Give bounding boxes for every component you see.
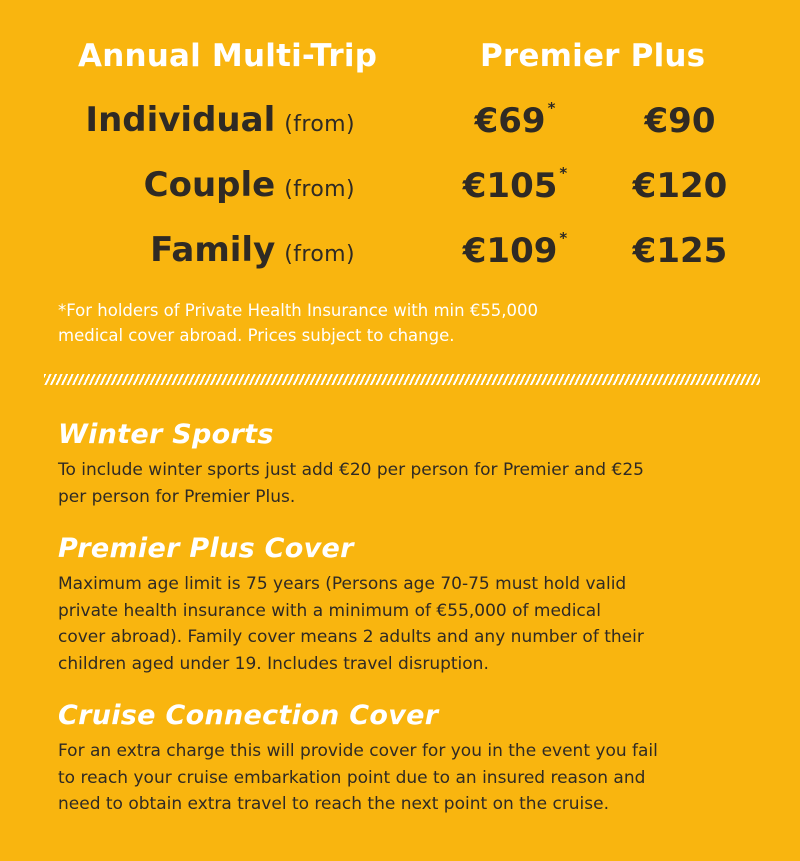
section-title-winter-sports: Winter Sports [58,419,274,450]
body-line: per person for Premier Plus. [58,486,296,507]
price-couple-premier [455,166,575,206]
row-label-couple [144,165,355,205]
price-individual-premier [455,101,575,141]
section-body-winter-sports [58,457,758,510]
price-family-premier [455,231,575,271]
asterisk-mark: * [559,164,568,182]
row-name: Individual [85,100,276,140]
header-annual-multi-trip: Annual Multi-Trip [78,38,378,74]
row-from: (from) [284,242,355,267]
price-family-premier-plus: €125 [632,231,728,271]
row-name: Family [150,230,276,270]
row-label-family [150,230,355,270]
price-individual-premier-plus: €90 [644,101,716,141]
body-line: private health insurance with a minimum of €55,000 of medical [58,600,601,621]
row-label-individual [85,100,355,140]
footnote-line: medical cover abroad. Prices subject to change. [58,326,455,345]
row-from: (from) [284,112,355,137]
hatched-divider [44,374,760,385]
body-line: For an extra charge this will provide cover for you in the event you fail [58,741,658,761]
body-line: children aged under 19. Includes travel disruption. [58,653,489,674]
section-body-cruise-connection-cover [58,738,758,818]
price-value: €69 [474,101,546,141]
price-value: €109 [462,231,558,271]
asterisk-mark: * [559,229,568,247]
row-from: (from) [284,177,355,202]
body-line: Maximum age limit is 75 years (Persons age 70-75 must hold valid [58,574,627,594]
section-title-cruise-connection-cover: Cruise Connection Cover [58,700,439,731]
row-name: Couple [143,165,276,205]
body-line: to reach your cruise embarkation point due to an insured reason and [58,767,646,788]
footnote-line: *For holders of Private Health Insurance with min €55,000 [58,301,539,320]
price-couple-premier-plus: €120 [632,166,728,206]
body-line: need to obtain extra travel to reach the next point on the cruise. [58,794,609,814]
body-line: cover abroad). Family cover means 2 adults and any number of their [58,627,644,647]
price-footnote [58,298,618,348]
price-value: €105 [462,166,558,206]
header-premier-plus: Premier Plus [480,38,706,74]
asterisk-mark: * [547,99,556,117]
section-body-premier-plus-cover [58,571,758,677]
body-line: To include winter sports just add €20 per person for Premier and €25 [58,460,644,480]
section-title-premier-plus-cover: Premier Plus Cover [58,533,354,564]
